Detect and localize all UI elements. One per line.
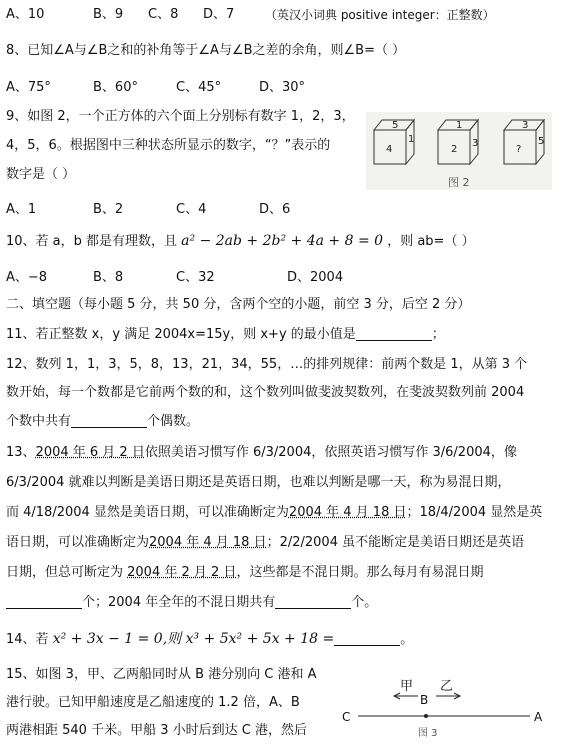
q9-option-d: D、6 xyxy=(259,202,291,217)
q10-equation: a² − 2ab + 2b² + 4a + 8 = 0 xyxy=(181,233,384,249)
port-a-label: A xyxy=(534,710,543,724)
q15-line3: 两港相距 540 千米。甲船 3 小时后到达 C 港，然后 xyxy=(6,723,307,738)
q13-date-3: 2004 年 4 月 18 日 xyxy=(149,535,267,550)
q14-equation: x² + 3x − 1 = 0,则 x³ + 5x² + 5x + 18 = xyxy=(52,631,335,647)
q12-line2: 数开始，每一个数都是它前两个数的和，这个数列叫做斐波契数列，在斐波契数列前 2004 xyxy=(6,385,525,400)
q13-line4-a: 语日期，可以准确断定为 xyxy=(6,535,150,550)
q13-line6-b: 个。 xyxy=(351,595,378,610)
cube1-top: 5 xyxy=(392,120,399,131)
ship-yi-label: 乙 xyxy=(440,679,454,694)
q14-prefix: 14、若 xyxy=(6,632,49,647)
q8-option-b: B、60° xyxy=(93,80,138,95)
q8-option-c: C、45° xyxy=(176,80,222,95)
q11-text: 11、若正整数 x，y 满足 2004x=15y，则 x+y 的最小值是 xyxy=(6,327,356,342)
q12-line1: 12、数列 1，1，3，5，8，13，21，34，55，…的排列规律：前两个数是 1，从第 3 个 xyxy=(6,357,528,372)
q7-option-b: B、9 xyxy=(93,7,124,22)
q7-option-d: D、7 xyxy=(203,7,235,22)
figure-2-label: 图 2 xyxy=(448,176,470,189)
q13-line1-a: 13、 xyxy=(6,445,36,460)
q13-line6 xyxy=(6,594,377,612)
cube3-front: ? xyxy=(516,144,522,155)
q7-options-row xyxy=(6,6,44,24)
figure-3-label: 图 3 xyxy=(418,728,438,739)
port-b-dot xyxy=(424,714,428,718)
q13-line4 xyxy=(6,534,524,552)
cube2-front: 2 xyxy=(451,144,458,155)
cube1-side: 1 xyxy=(408,134,415,145)
q8-option-d: D、30° xyxy=(259,80,306,95)
q14-line xyxy=(6,630,413,649)
ship-jia-label: 甲 xyxy=(400,679,414,694)
q14-end: 。 xyxy=(400,632,414,647)
q13-answer-blank-2[interactable] xyxy=(275,594,351,609)
q12-line3-a: 个数中共有 xyxy=(6,414,72,429)
port-c-label: C xyxy=(342,710,351,724)
q10-line xyxy=(6,232,475,251)
q11-end: ； xyxy=(431,327,445,342)
q9-option-c: C、4 xyxy=(176,202,207,217)
q10-prefix: 10、若 a，b 都是有理数，且 xyxy=(6,234,178,249)
cube1-front: 4 xyxy=(386,144,393,155)
section-fill-in-heading: 二、填空题（每小题 5 分，共 50 分，含两个空的小题，前空 3 分，后空 2 分） xyxy=(6,297,471,312)
q10-option-d: D、2004 xyxy=(287,270,344,285)
figure-3 xyxy=(336,676,546,742)
q14-answer-blank[interactable] xyxy=(334,631,400,646)
q9-line2: 4，5，6。根据图中三种状态所显示的数字，“？”表示的 xyxy=(6,138,331,153)
q13-line1 xyxy=(6,444,517,462)
ports-diagram xyxy=(336,676,546,742)
q10-option-c: C、32 xyxy=(176,270,215,285)
q13-line5-b: ，这些都是不混日期。那么每月有易混日期 xyxy=(236,565,484,580)
port-b-label: B xyxy=(420,693,429,707)
q10-option-a: A、−8 xyxy=(6,270,48,285)
q9-line3: 数字是（ ） xyxy=(6,167,76,182)
cube2-side: 3 xyxy=(472,138,479,149)
q12-line3-b: 个偶数。 xyxy=(147,414,200,429)
q15-line1: 15、如图 3，甲、乙两船同时从 B 港分别向 C 港和 A xyxy=(6,667,317,682)
q13-date-2: 2004 年 4 月 18 日 xyxy=(288,505,407,520)
q10-suffix: ，则 ab=（ ） xyxy=(387,234,475,249)
q11-answer-blank[interactable] xyxy=(356,326,432,341)
q13-line3-a: 而 4/18/2004 显然是美语日期，可以准确断定为 xyxy=(6,505,289,520)
q13-date-1: 2004 年 6 月 2 日 xyxy=(35,445,145,460)
q13-line5-a: 日期，但总可断定为 xyxy=(6,565,128,580)
q13-date-4: 2004 年 2 月 2 日 xyxy=(127,565,237,580)
q9-option-b: B、2 xyxy=(93,202,124,217)
figure-2 xyxy=(366,112,552,190)
q13-answer-blank-1[interactable] xyxy=(6,594,82,609)
q13-line3 xyxy=(6,504,542,522)
q13-line6-a: 个；2004 年全年的不混日期共有 xyxy=(82,595,276,610)
q9-option-a: A、1 xyxy=(6,202,37,217)
q7-note: （英汉小词典 positive integer：正整数） xyxy=(265,8,495,22)
q13-line3-b: ；18/4/2004 显然是英 xyxy=(406,505,543,520)
q7-option-a: A、10 xyxy=(6,7,45,22)
q11-line xyxy=(6,326,445,344)
cube2-top: 1 xyxy=(456,120,463,131)
q12-line3 xyxy=(6,413,199,431)
cube3-top: 3 xyxy=(522,120,529,131)
q8-text: 8、已知∠A与∠B之和的补角等于∠A与∠B之差的余角，则∠B=（ ） xyxy=(6,43,406,58)
q13-line5 xyxy=(6,564,483,582)
q13-line1-b: 依照美语习惯写作 6/3/2004，依照英语习惯写作 3/6/2004，像 xyxy=(144,445,517,460)
q12-answer-blank[interactable] xyxy=(71,413,147,428)
q15-line2: 港行驶。已知甲船速度是乙船速度的 1.2 倍，A、B xyxy=(6,695,300,710)
cube3-side: 5 xyxy=(538,136,545,147)
q8-option-a: A、75° xyxy=(6,80,51,95)
q10-option-b: B、8 xyxy=(93,270,124,285)
q13-line2: 6/3/2004 就难以判断是美语日期还是英语日期，也难以判断是哪一天，称为易混日期， xyxy=(6,475,511,490)
q9-line1: 9、如图 2，一个正方体的六个面上分别标有数字 1，2，3， xyxy=(6,109,355,124)
q7-option-c: C、8 xyxy=(148,7,179,22)
q13-line4-b: ；2/2/2004 虽不能断定是美语日期还是英语 xyxy=(266,535,525,550)
